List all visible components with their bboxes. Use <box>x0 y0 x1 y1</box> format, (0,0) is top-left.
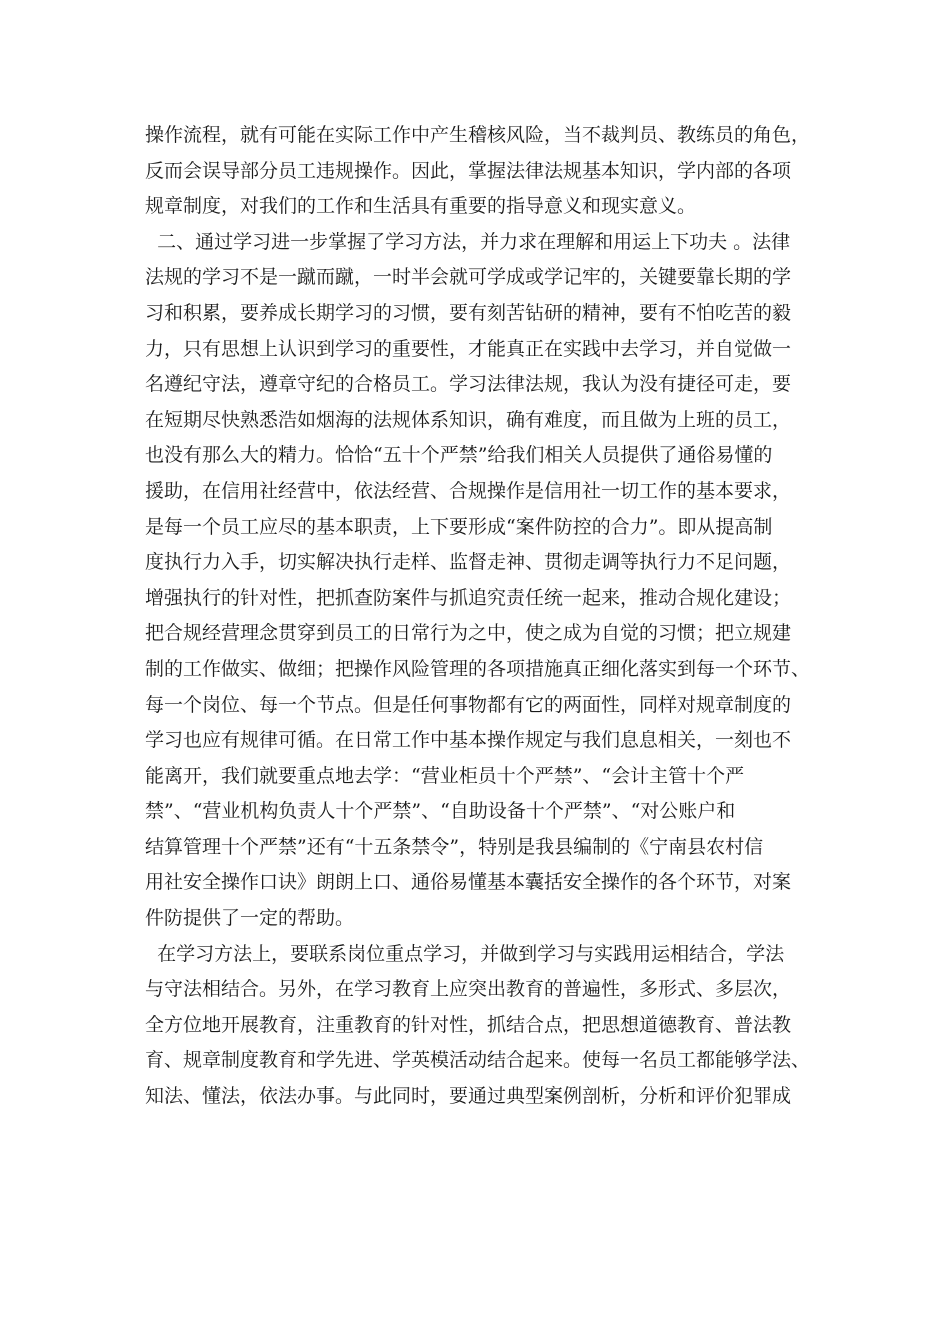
text-line: 用社安全操作口诀》朗朗上口、通俗易懂基本囊括安全操作的各个环节，对案 <box>145 871 792 894</box>
body-text <box>145 118 815 1115</box>
text-line: 二、通过学习进一步掌握了学习方法，并力求在理解和用运上下功夫 。法律 <box>145 230 791 253</box>
text-line: 规章制度，对我们的工作和生活具有重要的指导意义和现实意义。 <box>145 195 697 218</box>
text-line: 在短期尽快熟悉浩如烟海的法规体系知识，确有难度，而且做为上班的员工， <box>145 408 792 431</box>
text-line: 与守法相结合。另外，在学习教育上应突出教育的普遍性，多形式、多层次， <box>145 978 792 1001</box>
text-line: 件防提供了一定的帮助。 <box>145 907 355 930</box>
text-line: 力，只有思想上认识到学习的重要性，才能真正在实践中去学习，并自觉做一 <box>145 337 792 360</box>
text-line: 把合规经营理念贯穿到员工的日常行为之中，使之成为自觉的习惯；把立规建 <box>145 622 792 645</box>
text-line: 能离开，我们就要重点地去学：“营业柜员十个严禁”、“会计主管十个严 <box>145 764 745 787</box>
text-line: 度执行力入手，切实解决执行走样、监督走神、贯彻走调等执行力不足问题， <box>145 551 792 574</box>
text-line: 全方位地开展教育，注重教育的针对性，抓结合点，把思想道德教育、普法教 <box>145 1013 792 1036</box>
text-line: 法规的学习不是一蹴而蹴，一时半会就可学成或学记牢的，关键要靠长期的学 <box>145 266 792 289</box>
text-line: 结算管理十个严禁”还有“十五条禁令”，特别是我县编制的《宁南县农村信 <box>145 835 764 858</box>
text-line: 习和积累，要养成长期学习的习惯，要有刻苦钻研的精神，要有不怕吃苦的毅 <box>145 301 792 324</box>
text-line: 禁”、“营业机构负责人十个严禁”、“自助设备十个严禁”、“对公账户和 <box>145 800 736 823</box>
text-line: 操作流程，就有可能在实际工作中产生稽核风险，当不裁判员、教练员的角色， <box>145 124 811 146</box>
text-line: 增强执行的针对性，把抓查防案件与抓追究责任统一起来，推动合规化建设； <box>145 586 792 609</box>
text-line: 学习也应有规律可循。在日常工作中基本操作规定与我们息息相关，一刻也不 <box>145 729 792 752</box>
text-line: 反而会误导部分员工违规操作。因此，掌握法律法规基本知识，学内部的各项 <box>145 159 792 182</box>
text-line: 名遵纪守法，遵章守纪的合格员工。学习法律法规，我认为没有捷径可走，要 <box>145 373 792 396</box>
text-line: 也没有那么大的精力。恰恰“五十个严禁”给我们相关人员提供了通俗易懂的 <box>145 444 773 467</box>
text-line: 援助，在信用社经营中，依法经营、合规操作是信用社一切工作的基本要求， <box>145 479 792 502</box>
text-line: 是每一个员工应尽的基本职责，上下要形成“案件防控的合力”。即从提高制 <box>145 515 773 538</box>
text-line: 制的工作做实、做细；把操作风险管理的各项措施真正细化落实到每一个环节、 <box>145 657 811 680</box>
text-line: 在学习方法上，要联系岗位重点学习，并做到学习与实践用运相结合，学法 <box>145 942 785 965</box>
text-line: 育、规章制度教育和学先进、学英模活动结合起来。使每一名员工都能够学法、 <box>145 1049 811 1072</box>
text-line: 每一个岗位、每一个节点。但是任何事物都有它的两面性，同样对规章制度的 <box>145 693 792 716</box>
text-line: 知法、懂法，依法办事。与此同时，要通过典型案例剖析，分析和评价犯罪成 <box>145 1085 792 1108</box>
